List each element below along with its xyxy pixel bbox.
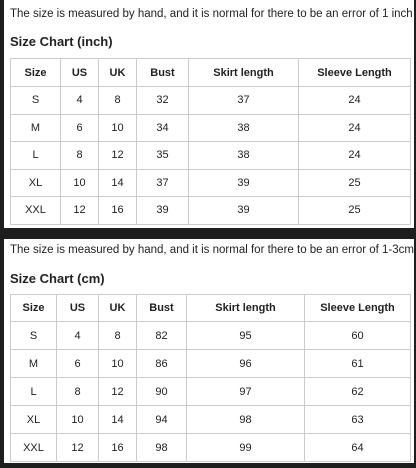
header-us: US [57, 295, 99, 322]
cell-us: 4 [57, 322, 99, 350]
cell-size: XL [11, 169, 61, 197]
cell-bust: 34 [137, 114, 189, 142]
cell-bust: 32 [137, 87, 189, 115]
cell-uk: 16 [99, 197, 137, 225]
header-skirt-length: Skirt length [187, 295, 305, 322]
cell-sleeve-length: 25 [299, 197, 411, 225]
cell-bust: 37 [137, 169, 189, 197]
cell-size: XL [11, 406, 57, 434]
cell-skirt-length: 99 [187, 434, 305, 462]
table-row [11, 169, 411, 197]
cell-uk: 12 [99, 378, 137, 406]
table-header-row [11, 295, 411, 322]
cell-us: 8 [57, 378, 99, 406]
cell-skirt-length: 39 [189, 169, 299, 197]
cell-skirt-length: 37 [189, 87, 299, 115]
table-row [11, 350, 411, 378]
cell-us: 10 [61, 169, 99, 197]
cell-bust: 86 [137, 350, 187, 378]
cell-size: S [11, 87, 61, 115]
cell-us: 6 [61, 114, 99, 142]
cell-size: S [11, 322, 57, 350]
size-chart-inch-title: Size Chart (inch) [10, 34, 113, 49]
cell-sleeve-length: 25 [299, 169, 411, 197]
cell-size: M [11, 114, 61, 142]
size-chart-cm-panel [4, 239, 414, 463]
table-row [11, 87, 411, 115]
cell-size: XXL [11, 197, 61, 225]
cell-skirt-length: 96 [187, 350, 305, 378]
header-sleeve-length: Sleeve Length [305, 295, 411, 322]
cell-bust: 35 [137, 142, 189, 170]
cell-size: XXL [11, 434, 57, 462]
cell-bust: 98 [137, 434, 187, 462]
cell-bust: 39 [137, 197, 189, 225]
cell-skirt-length: 95 [187, 322, 305, 350]
header-uk: UK [99, 59, 137, 87]
cell-bust: 82 [137, 322, 187, 350]
cell-bust: 90 [137, 378, 187, 406]
table-header-row [11, 59, 411, 87]
header-size: Size [11, 295, 57, 322]
header-uk: UK [99, 295, 137, 322]
size-table-cm [10, 294, 411, 462]
cell-sleeve-length: 61 [305, 350, 411, 378]
header-skirt-length: Skirt length [189, 59, 299, 87]
cell-size: L [11, 142, 61, 170]
table-row [11, 406, 411, 434]
cell-skirt-length: 98 [187, 406, 305, 434]
cell-uk: 12 [99, 142, 137, 170]
cell-size: M [11, 350, 57, 378]
cell-us: 12 [57, 434, 99, 462]
header-size: Size [11, 59, 61, 87]
cell-us: 6 [57, 350, 99, 378]
measurement-note-cm: The size is measured by hand, and it is normal for there to be an error of 1-3cm [10, 244, 414, 256]
table-row [11, 322, 411, 350]
table-row [11, 142, 411, 170]
table-row [11, 197, 411, 225]
cell-us: 12 [61, 197, 99, 225]
cell-sleeve-length: 24 [299, 87, 411, 115]
size-chart-cm-title: Size Chart (cm) [10, 271, 105, 286]
table-row [11, 114, 411, 142]
header-bust: Bust [137, 59, 189, 87]
cell-sleeve-length: 60 [305, 322, 411, 350]
cell-uk: 8 [99, 87, 137, 115]
header-bust: Bust [137, 295, 187, 322]
cell-skirt-length: 97 [187, 378, 305, 406]
cell-us: 4 [61, 87, 99, 115]
cell-sleeve-length: 62 [305, 378, 411, 406]
table-row [11, 378, 411, 406]
cell-sleeve-length: 64 [305, 434, 411, 462]
cell-skirt-length: 38 [189, 142, 299, 170]
cell-us: 8 [61, 142, 99, 170]
cell-sleeve-length: 24 [299, 142, 411, 170]
cell-skirt-length: 38 [189, 114, 299, 142]
table-row [11, 434, 411, 462]
header-sleeve-length: Sleeve Length [299, 59, 411, 87]
cell-bust: 94 [137, 406, 187, 434]
cell-uk: 8 [99, 322, 137, 350]
cell-uk: 14 [99, 406, 137, 434]
cell-sleeve-length: 24 [299, 114, 411, 142]
size-table-inch [10, 58, 411, 225]
measurement-note-inch: The size is measured by hand, and it is normal for there to be an error of 1 inch [10, 8, 413, 20]
cell-uk: 14 [99, 169, 137, 197]
cell-uk: 10 [99, 114, 137, 142]
cell-uk: 16 [99, 434, 137, 462]
cell-size: L [11, 378, 57, 406]
cell-sleeve-length: 63 [305, 406, 411, 434]
cell-uk: 10 [99, 350, 137, 378]
header-us: US [61, 59, 99, 87]
size-chart-inch-panel [4, 0, 414, 228]
cell-us: 10 [57, 406, 99, 434]
cell-skirt-length: 39 [189, 197, 299, 225]
